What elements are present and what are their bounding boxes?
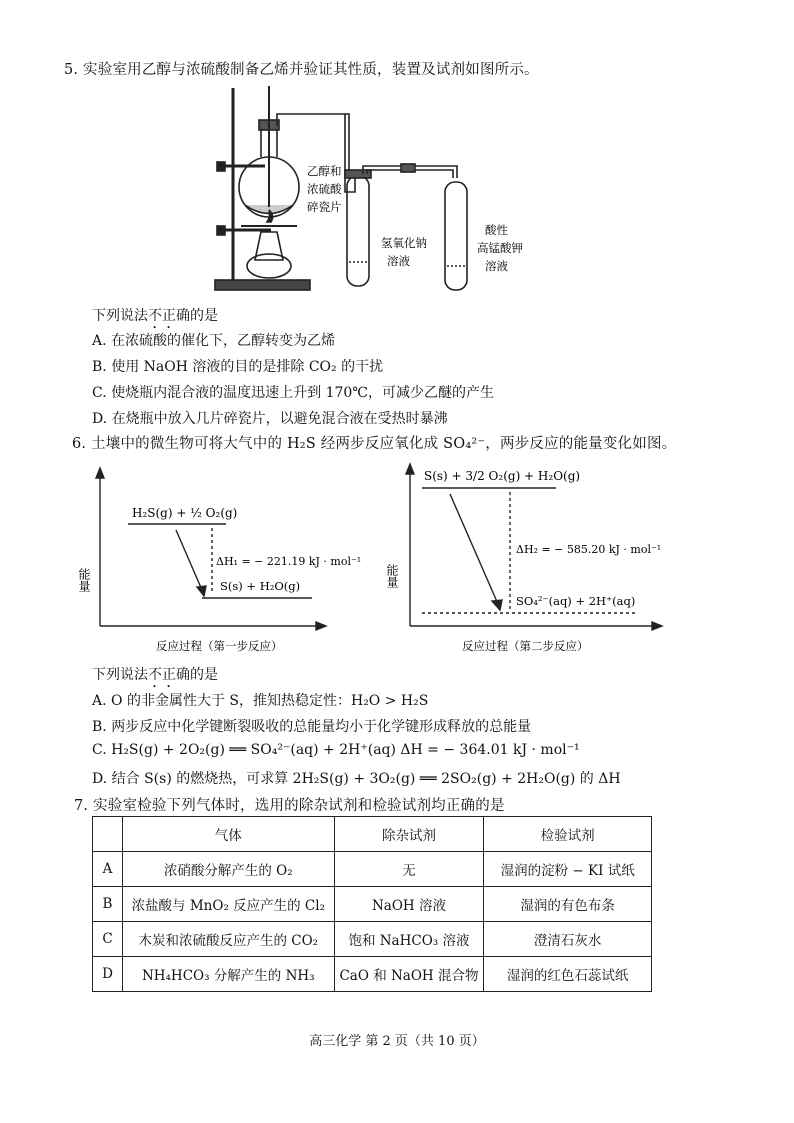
q5-label-reagent-1: 乙醇和	[307, 164, 342, 178]
q6-option-d: D. 结合 S(s) 的燃烧热，可求算 2H₂S(g) + 3O₂(g) ══ 2SO₂(g) + 2H₂O(g) 的 ΔH	[92, 771, 621, 787]
q6-d1-top-level: H₂S(g) + ½ O₂(g)	[132, 506, 238, 520]
table-cell: NH₄HCO₃ 分解产生的 NH₃	[122, 957, 334, 992]
table-cell: CaO 和 NaOH 混合物	[334, 957, 484, 992]
q6-d1-xlabel: 反应过程（第一步反应）	[156, 639, 283, 653]
table-row	[93, 887, 652, 922]
table-header-row	[93, 817, 652, 852]
q6-prompt-emphasis: 不正	[148, 667, 176, 683]
q6-energy-diagram-2	[386, 458, 676, 658]
q5-label-tube1-line2: 溶液	[387, 254, 410, 268]
q6-energy-diagram-1	[77, 462, 362, 658]
table-cell: 木炭和浓硫酸反应产生的 CO₂	[122, 922, 334, 957]
q5-option-a: A. 在浓硫酸的催化下，乙醇转变为乙烯	[92, 333, 336, 349]
table-row	[93, 922, 652, 957]
table-header-cell: 检验试剂	[484, 817, 652, 852]
page-footer: 高三化学 第 2 页（共 10 页）	[309, 1034, 485, 1049]
q6-d2-top-level: S(s) + 3/2 O₂(g) + H₂O(g)	[424, 469, 581, 483]
q5-label-reagent-3: 碎瓷片	[307, 200, 342, 214]
q5-option-c: C. 使烧瓶内混合液的温度迅速上升到 170℃，可减少乙醚的产生	[92, 385, 494, 401]
q5-label-tube2-line3: 溶液	[485, 259, 508, 273]
q5-label-reagent-2: 浓硫酸	[307, 182, 342, 196]
q5-apparatus-diagram	[205, 82, 535, 294]
table-cell: NaOH 溶液	[334, 887, 484, 922]
table-cell: 饱和 NaHCO₃ 溶液	[334, 922, 484, 957]
q7-stem: 7. 实验室检验下列气体时，选用的除杂试剂和检验试剂均正确的是	[74, 798, 505, 814]
q6-d2-ylabel: 能量	[385, 564, 399, 588]
table-header-cell: 除杂试剂	[334, 817, 484, 852]
q5-label-tube2-line1: 酸性	[485, 223, 508, 237]
q6-option-a: A. O 的非金属性大于 S，推知热稳定性：H₂O > H₂S	[92, 693, 429, 709]
table-cell: D	[93, 957, 123, 992]
q5-option-b: B. 使用 NaOH 溶液的目的是排除 CO₂ 的干扰	[92, 359, 384, 375]
table-row	[93, 852, 652, 887]
table-cell: 湿润的有色布条	[484, 887, 652, 922]
table-cell: 湿润的红色石蕊试纸	[484, 957, 652, 992]
table-header-cell	[93, 817, 123, 852]
table-cell: C	[93, 922, 123, 957]
q6-prompt	[92, 664, 218, 691]
q5-prompt-emphasis: 不正	[148, 308, 176, 324]
q5-label-tube2-line2: 高锰酸钾	[477, 241, 523, 255]
q5-label-tube1-line1: 氢氧化钠	[381, 236, 427, 250]
table-header-cell: 气体	[122, 817, 334, 852]
q6-prompt-post: 确的是	[176, 667, 218, 683]
table-cell: 无	[334, 852, 484, 887]
table-cell: 湿润的淀粉 − KI 试纸	[484, 852, 652, 887]
table-cell: A	[93, 852, 123, 887]
q6-option-c: C. H₂S(g) + 2O₂(g) ══ SO₄²⁻(aq) + 2H⁺(aq) ΔH = − 364.01 kJ · mol⁻¹	[92, 742, 580, 758]
table-row	[93, 957, 652, 992]
q6-d2-bottom-level: SO₄²⁻(aq) + 2H⁺(aq)	[516, 594, 636, 608]
q6-d2-xlabel: 反应过程（第二步反应）	[462, 639, 589, 653]
q5-prompt-pre: 下列说法	[92, 308, 148, 324]
table-cell: B	[93, 887, 123, 922]
q5-prompt	[92, 305, 218, 332]
table-cell: 浓硝酸分解产生的 O₂	[122, 852, 334, 887]
q5-option-d: D. 在烧瓶中放入几片碎瓷片，以避免混合液在受热时暴沸	[92, 411, 448, 427]
q6-d1-delta-h: ΔH₁ = − 221.19 kJ · mol⁻¹	[216, 555, 362, 568]
q5-prompt-post: 确的是	[176, 308, 218, 324]
q6-prompt-pre: 下列说法	[92, 667, 148, 683]
q6-stem: 6. 土壤中的微生物可将大气中的 H₂S 经两步反应氧化成 SO₄²⁻，两步反应的能量变化如图。	[72, 436, 677, 452]
q6-d2-delta-h: ΔH₂ = − 585.20 kJ · mol⁻¹	[516, 543, 662, 556]
table-cell: 澄清石灰水	[484, 922, 652, 957]
q6-d1-ylabel: 能量	[77, 568, 91, 592]
q7-table	[92, 816, 652, 992]
q6-d1-bottom-level: S(s) + H₂O(g)	[220, 579, 301, 593]
q6-option-b: B. 两步反应中化学键断裂吸收的总能量均小于化学键形成释放的总能量	[92, 719, 532, 735]
table-cell: 浓盐酸与 MnO₂ 反应产生的 Cl₂	[122, 887, 334, 922]
q5-stem: 5. 实验室用乙醇与浓硫酸制备乙烯并验证其性质，装置及试剂如图所示。	[64, 62, 539, 78]
